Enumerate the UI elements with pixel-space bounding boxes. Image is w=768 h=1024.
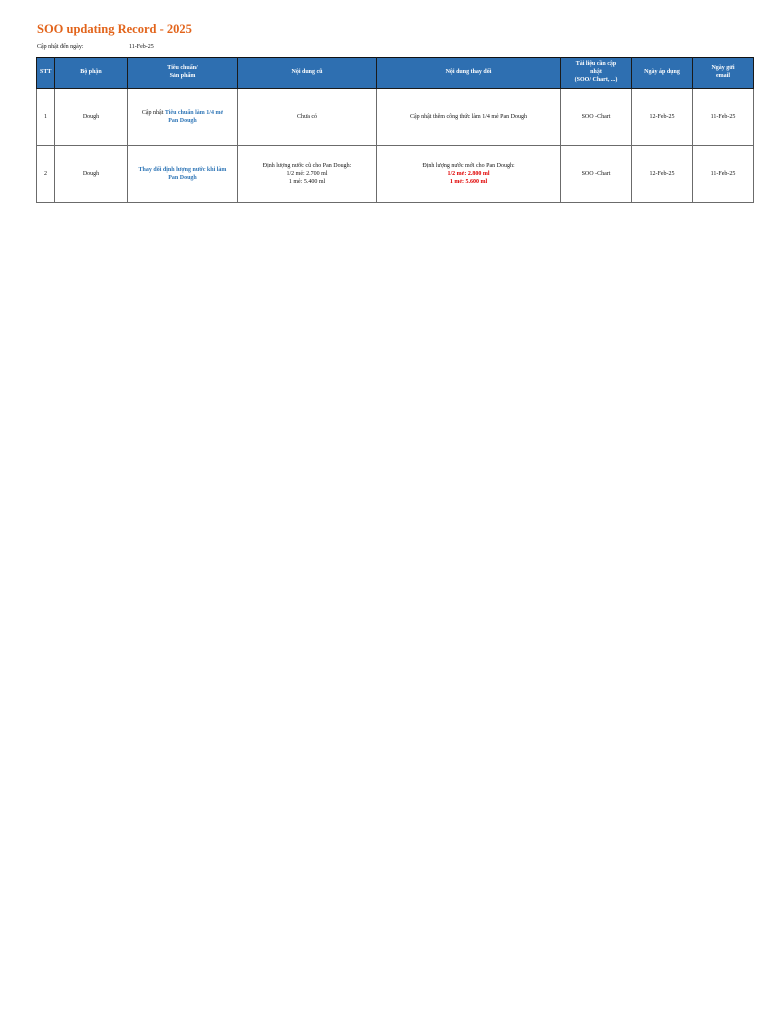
cell-docs: SOO -Chart bbox=[561, 146, 632, 203]
cell-department: Dough bbox=[55, 89, 128, 146]
updated-date-line bbox=[37, 44, 154, 50]
cell-old-line: Định lượng nước cũ cho Pan Dough: bbox=[262, 162, 352, 169]
cell-email-date: 11-Feb-25 bbox=[693, 89, 754, 146]
header-docs-line: (SOO/ Chart, ...) bbox=[574, 76, 618, 83]
cell-changed-content bbox=[377, 146, 561, 203]
cell-standard-line: Pan Dough bbox=[168, 175, 197, 181]
header-department: Bộ phận bbox=[55, 58, 128, 89]
header-changed-content: Nội dung thay đổi bbox=[377, 58, 561, 89]
cell-department: Dough bbox=[55, 146, 128, 203]
updated-date: 11-Feb-25 bbox=[129, 44, 154, 50]
cell-stt: 2 bbox=[37, 146, 55, 203]
cell-change-line: Định lượng nước mới cho Pan Dough: bbox=[422, 162, 515, 169]
cell-change-line: 1 mẻ: 5.600 ml bbox=[449, 179, 488, 186]
header-standard-line: Tiêu chuẩn/ bbox=[167, 65, 198, 72]
cell-standard-line: Thay đổi định lượng nước khi làm bbox=[138, 166, 227, 173]
cell-old-line: 1/2 mẻ: 2.700 ml bbox=[286, 170, 328, 177]
cell-docs: SOO -Chart bbox=[561, 89, 632, 146]
soo-record-table bbox=[36, 57, 754, 203]
updated-label: Cập nhật đến ngày: bbox=[37, 44, 84, 50]
cell-old-line: 1 mẻ: 5.400 ml bbox=[288, 179, 326, 186]
cell-old-content bbox=[238, 146, 377, 203]
header-standard-line: Sản phẩm bbox=[169, 73, 196, 79]
table-row bbox=[37, 146, 754, 203]
header-apply-date: Ngày áp dụng bbox=[632, 58, 693, 89]
header-standard bbox=[128, 58, 238, 89]
header-stt: STT bbox=[37, 58, 55, 89]
cell-old-content: Chưa có bbox=[238, 89, 377, 146]
cell-change-line: 1/2 mẻ: 2.800 ml bbox=[447, 170, 490, 177]
table-header-row bbox=[37, 58, 754, 89]
cell-apply-date: 12-Feb-25 bbox=[632, 146, 693, 203]
cell-changed-content: Cập nhật thêm công thức làm 1/4 mẻ Pan Dough bbox=[377, 89, 561, 146]
header-email-date bbox=[693, 58, 754, 89]
cell-apply-date: 12-Feb-25 bbox=[632, 89, 693, 146]
cell-stt: 1 bbox=[37, 89, 55, 146]
cell-standard-highlight: Tiêu chuẩn làm 1/4 mẻ bbox=[164, 109, 224, 116]
cell-email-date: 11-Feb-25 bbox=[693, 146, 754, 203]
cell-standard bbox=[128, 89, 238, 146]
header-old-content: Nội dung cũ bbox=[238, 58, 377, 89]
header-docs-line: Tài liệu cần cập bbox=[575, 61, 617, 68]
table-row bbox=[37, 89, 754, 146]
cell-standard-prefix: Cập nhật bbox=[141, 109, 164, 116]
cell-standard bbox=[128, 146, 238, 203]
cell-standard-highlight: Pan Dough bbox=[168, 118, 197, 124]
header-email-date-line: Ngày gửi bbox=[711, 65, 735, 72]
header-email-date-line: email bbox=[716, 73, 730, 79]
header-docs bbox=[561, 58, 632, 89]
header-docs-line: nhật bbox=[590, 69, 602, 76]
document-title: SOO updating Record - 2025 bbox=[37, 22, 192, 36]
